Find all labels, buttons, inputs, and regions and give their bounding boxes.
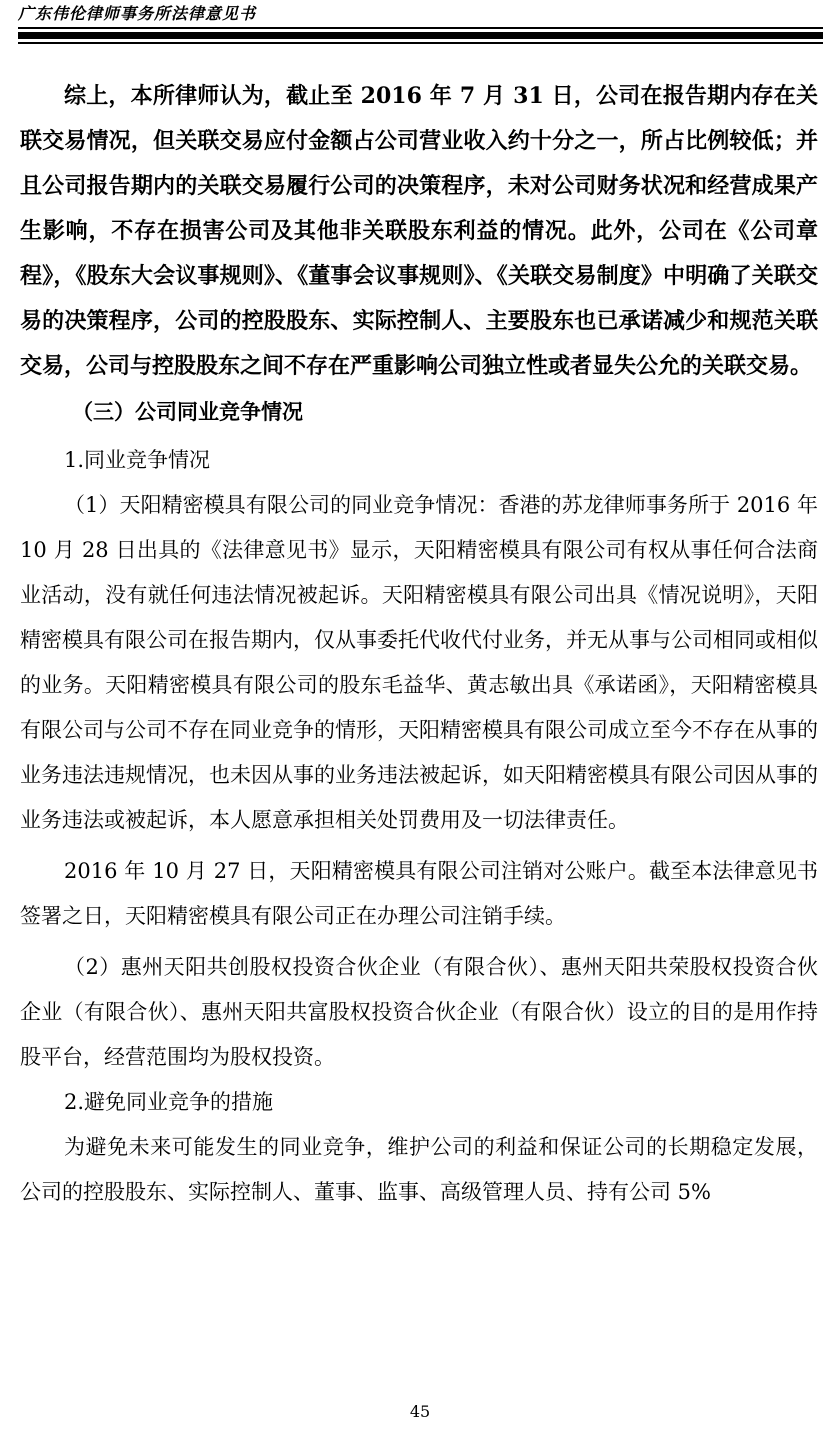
section-heading: （三）公司同业竞争情况	[72, 399, 303, 424]
page-number: 45	[409, 1402, 431, 1421]
document-body	[20, 74, 818, 1215]
header-rule-top	[18, 27, 823, 29]
header-rule-bottom	[18, 42, 823, 44]
paragraph-avoid-competition: 为避免未来可能发生的同业竞争，维护公司的利益和保证公司的长期稳定发展，公司的控股股东、实际控制人、董事、监事、高级管理人员、持有公司 5%	[20, 1135, 818, 1204]
paragraph-partnerships: （2）惠州天阳共创股权投资合伙企业（有限合伙）、惠州天阳共荣股权投资合伙企业（有限合伙）、惠州天阳共富股权投资合伙企业（有限合伙）设立的目的是用作持股平台，经营范围均为股权投资。	[20, 955, 818, 1069]
header-rule-thick	[18, 32, 823, 39]
paragraph-account-cancellation: 2016 年 10 月 27 日，天阳精密模具有限公司注销对公账户。截至本法律意见书签署之日，天阳精密模具有限公司正在办理公司注销手续。	[20, 859, 818, 928]
subsection-title-2: 2.避免同业竞争的措施	[64, 1090, 274, 1114]
conclusion-paragraph: 综上，本所律师认为，截止至 2016 年 7 月 31 日，公司在报告期内存在关联交易情况，但关联交易应付金额占公司营业收入约十分之一，所占比例较低；并且公司报告期内的关联交易履行公司的决策程序，未对公司财务状况和经营成果产生影响，不存在损害公司及其他非关联股东利益的情况。此外，公司在《公司章程》，《股东大会议事规则》、《董事会议事规则》、《关联交易制度》中明确了关联交易的决策程序，公司的控股股东、实际控制人、主要股东也已承诺减少和规范关联交易，公司与控股股东之间不存在严重影响公司独立性或者显失公允的关联交易。	[20, 83, 818, 379]
paragraph-tianyang-competition: （1）天阳精密模具有限公司的同业竞争情况：香港的苏龙律师事务所于 2016 年 10 月 28 日出具的《法律意见书》显示，天阳精密模具有限公司有权从事任何合法商业活动，没有就任何违法情况被起诉。天阳精密模具有限公司出具《情况说明》，天阳精密模具有限公司在报告期内，仅从事委托代收代付业务，并无从事与公司相同或相似的业务。天阳精密模具有限公司的股东毛益华、黄志敏出具《承诺函》，天阳精密模具有限公司与公司不存在同业竞争的情形，天阳精密模具有限公司成立至今不存在从事的业务违法违规情况，也未因从事的业务违法被起诉，如天阳精密模具有限公司因从事的业务违法或被起诉，本人愿意承担相关处罚费用及一切法律责任。	[20, 493, 818, 832]
header-title: 广东伟伦律师事务所法律意见书	[18, 4, 257, 23]
subsection-title-1: 1.同业竞争情况	[64, 448, 211, 472]
